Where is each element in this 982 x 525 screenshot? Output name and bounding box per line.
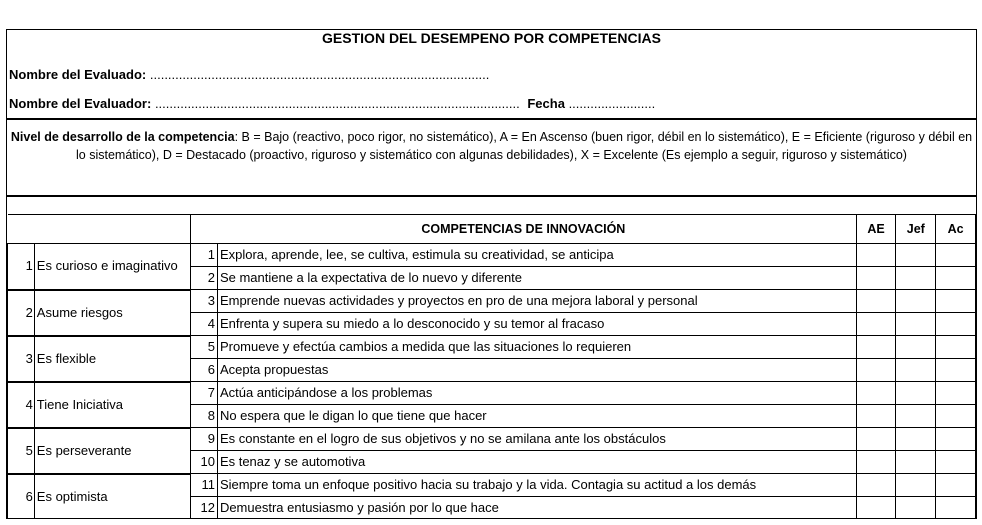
fecha-label: Fecha <box>527 96 565 111</box>
item-description: Se mantiene a la expectativa de lo nuevo y diferente <box>217 267 856 290</box>
rating-ac[interactable] <box>936 497 976 520</box>
rating-jef[interactable] <box>896 382 936 405</box>
fecha-blank[interactable]: ........................ <box>568 96 656 111</box>
item-number: 5 <box>191 336 218 359</box>
rating-ac[interactable] <box>936 336 976 359</box>
table-header-row <box>8 215 976 244</box>
item-description: Emprende nuevas actividades y proyectos en pro de una mejora laboral y personal <box>217 290 856 313</box>
competency-legend <box>9 128 974 164</box>
rating-ae[interactable] <box>856 359 896 382</box>
group-name: Es perseverante <box>34 428 190 474</box>
rating-ac[interactable] <box>936 359 976 382</box>
competencies-table <box>7 214 976 519</box>
rating-ae[interactable] <box>856 382 896 405</box>
col-ac: Ac <box>936 215 976 244</box>
rating-jef[interactable] <box>896 405 936 428</box>
rating-jef[interactable] <box>896 428 936 451</box>
item-description: Siempre toma un enfoque positivo hacia su trabajo y la vida. Contagia su actitud a los demás <box>217 474 856 497</box>
item-description: Acepta propuestas <box>217 359 856 382</box>
item-description: Es constante en el logro de sus objetivos y no se amilana ante los obstáculos <box>217 428 856 451</box>
item-description: Explora, aprende, lee, se cultiva, estimula su creatividad, se anticipa <box>217 244 856 267</box>
group-number: 1 <box>8 244 35 290</box>
group-name: Tiene Iniciativa <box>34 382 190 428</box>
col-jef: Jef <box>896 215 936 244</box>
rating-ac[interactable] <box>936 267 976 290</box>
rating-jef[interactable] <box>896 313 936 336</box>
rating-ae[interactable] <box>856 244 896 267</box>
table-row <box>8 290 976 313</box>
rating-jef[interactable] <box>896 497 936 520</box>
group-name: Es curioso e imaginativo <box>34 244 190 290</box>
rating-ae[interactable] <box>856 290 896 313</box>
evaluador-blank[interactable]: ..................................................................................................... <box>154 96 520 111</box>
rating-jef[interactable] <box>896 267 936 290</box>
rating-ac[interactable] <box>936 382 976 405</box>
evaluado-field <box>9 67 489 82</box>
item-number: 9 <box>191 428 218 451</box>
rating-jef[interactable] <box>896 290 936 313</box>
evaluado-blank[interactable]: .............................................................................................. <box>149 67 490 82</box>
group-name: Asume riesgos <box>34 290 190 336</box>
item-description: Es tenaz y se automotiva <box>217 451 856 474</box>
item-description: Promueve y efectúa cambios a medida que las situaciones lo requieren <box>217 336 856 359</box>
rating-ac[interactable] <box>936 405 976 428</box>
table-row <box>8 474 976 497</box>
item-number: 8 <box>191 405 218 428</box>
rating-ac[interactable] <box>936 451 976 474</box>
legend-title: Nivel de desarrollo de la competencia <box>10 130 235 144</box>
rating-ac[interactable] <box>936 244 976 267</box>
rating-ae[interactable] <box>856 313 896 336</box>
rating-ae[interactable] <box>856 451 896 474</box>
item-description: Enfrenta y supera su miedo a lo desconocido y su temor al fracaso <box>217 313 856 336</box>
item-number: 7 <box>191 382 218 405</box>
evaluador-field <box>9 96 655 111</box>
form-title: GESTION DEL DESEMPENO POR COMPETENCIAS <box>322 30 661 46</box>
rating-ae[interactable] <box>856 428 896 451</box>
evaluation-form <box>6 29 977 519</box>
rating-ae[interactable] <box>856 267 896 290</box>
group-number: 2 <box>8 290 35 336</box>
rating-ae[interactable] <box>856 405 896 428</box>
item-number: 1 <box>191 244 218 267</box>
rating-ae[interactable] <box>856 336 896 359</box>
item-description: Actúa anticipándose a los problemas <box>217 382 856 405</box>
rating-ae[interactable] <box>856 497 896 520</box>
item-number: 4 <box>191 313 218 336</box>
rating-jef[interactable] <box>896 244 936 267</box>
table-row <box>8 244 976 267</box>
evaluador-label: Nombre del Evaluador: <box>9 96 152 111</box>
item-number: 3 <box>191 290 218 313</box>
group-number: 6 <box>8 474 35 520</box>
rating-jef[interactable] <box>896 336 936 359</box>
group-name: Es optimista <box>34 474 190 520</box>
rating-jef[interactable] <box>896 474 936 497</box>
rating-ac[interactable] <box>936 428 976 451</box>
rating-ac[interactable] <box>936 313 976 336</box>
item-number: 6 <box>191 359 218 382</box>
item-description: No espera que le digan lo que tiene que hacer <box>217 405 856 428</box>
group-number: 4 <box>8 382 35 428</box>
col-ae: AE <box>856 215 896 244</box>
item-number: 2 <box>191 267 218 290</box>
table-row <box>8 336 976 359</box>
divider-top <box>7 118 976 120</box>
table-header: COMPETENCIAS DE INNOVACIÓN <box>191 215 857 244</box>
item-number: 12 <box>191 497 218 520</box>
item-number: 11 <box>191 474 218 497</box>
table-row <box>8 428 976 451</box>
legend-text: : B = Bajo (reactivo, poco rigor, no sistemático), A = En Ascenso (buen rigor, débil en lo sistemático), E = Eficiente (riguroso y débil en lo sistemático), D = Destacado (proactivo, riguroso y sistemático con algunas debilidades), X = Excelente (Es ejemplo a seguir, riguroso y sistemático) <box>76 130 973 162</box>
item-number: 10 <box>191 451 218 474</box>
evaluado-label: Nombre del Evaluado: <box>9 67 147 82</box>
rating-jef[interactable] <box>896 359 936 382</box>
rating-ac[interactable] <box>936 290 976 313</box>
rating-ae[interactable] <box>856 474 896 497</box>
item-description: Demuestra entusiasmo y pasión por lo que hace <box>217 497 856 520</box>
divider-middle <box>7 195 976 197</box>
rating-ac[interactable] <box>936 474 976 497</box>
group-number: 5 <box>8 428 35 474</box>
rating-jef[interactable] <box>896 451 936 474</box>
group-name: Es flexible <box>34 336 190 382</box>
group-number: 3 <box>8 336 35 382</box>
table-row <box>8 382 976 405</box>
